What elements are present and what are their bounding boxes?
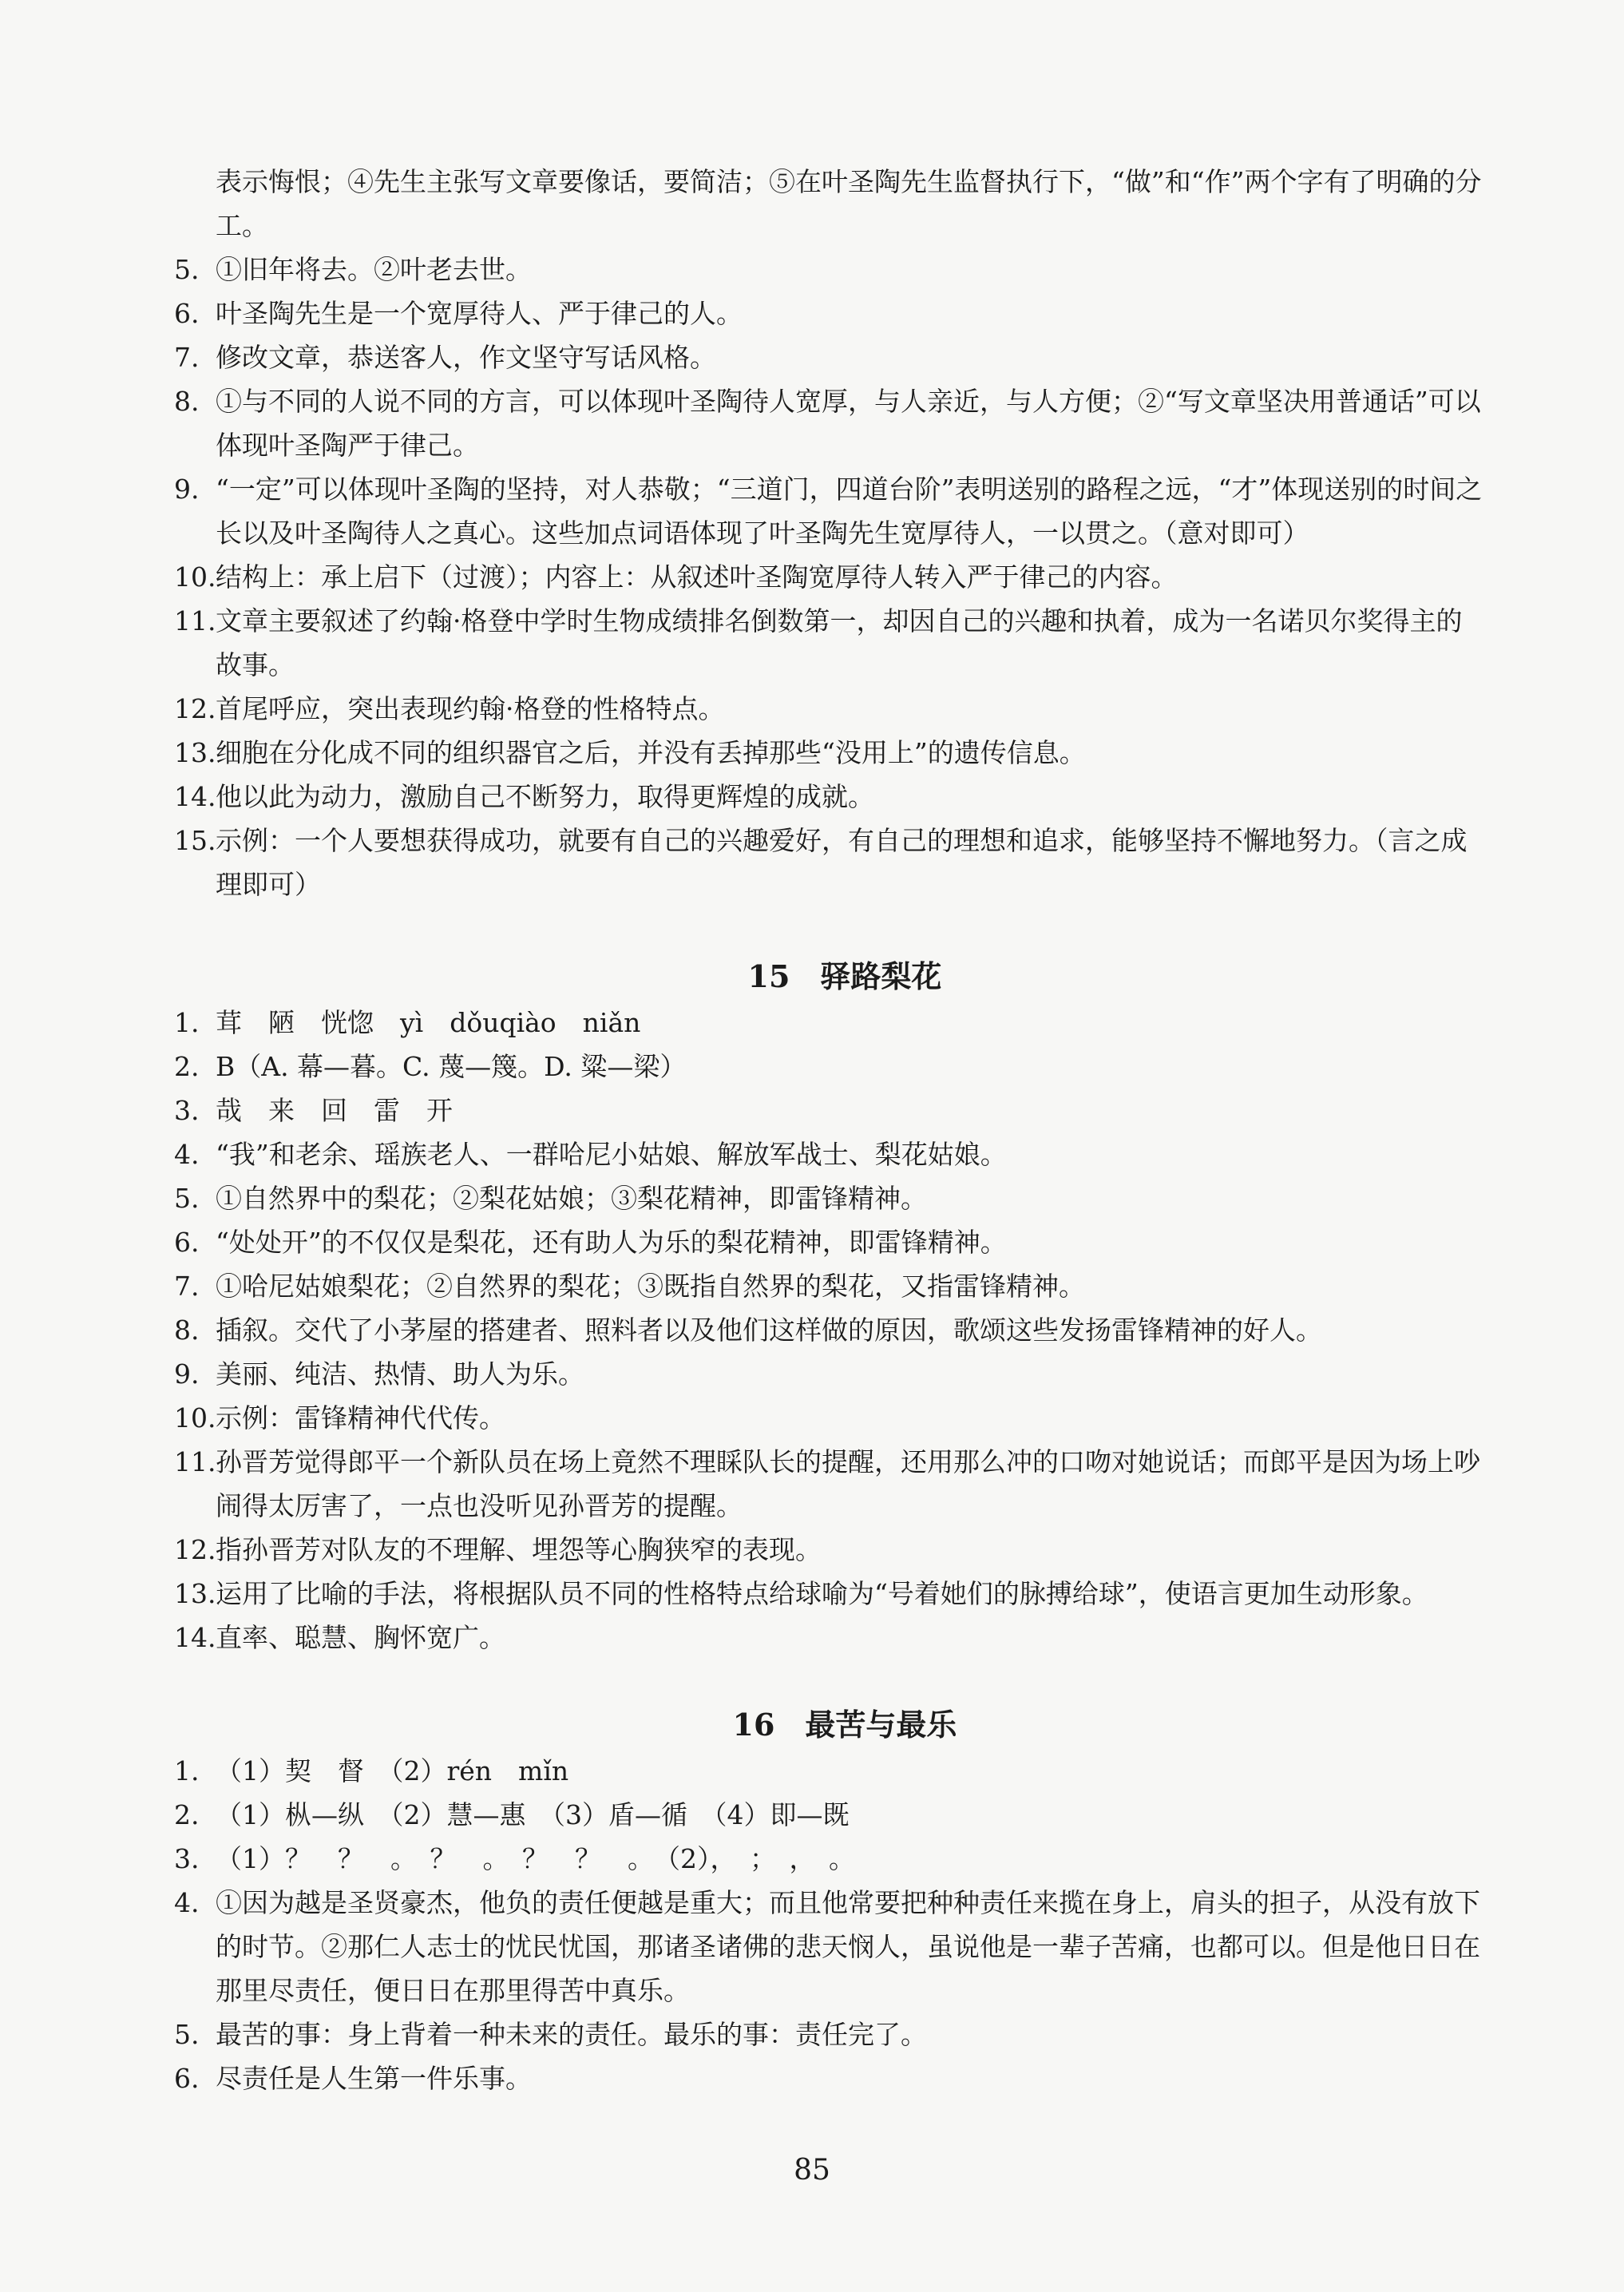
answer-item [174, 687, 1483, 731]
answer-number: 3. [174, 1095, 200, 1126]
answer-number: 10. [174, 561, 216, 593]
answer-text: 示例：雷锋精神代代传。 [216, 1402, 505, 1433]
answer-item [174, 1440, 1483, 1528]
answer-text: 首尾呼应，突出表现约翰·格登的性格特点。 [216, 693, 725, 724]
answer-item [174, 1837, 1483, 1881]
answer-text: “一定”可以体现叶圣陶的坚持，对人恭敬；“三道门，四道台阶”表明送别的路程之远，“才”体现送别的时间之长以及叶圣陶待人之真心。这些加点词语体现了叶圣陶先生宽厚待人，一以贯之。（意对即可） [216, 474, 1483, 549]
answer-content [174, 160, 1483, 2100]
answer-text: ①自然界中的梨花；②梨花姑娘；③梨花精神，即雷锋精神。 [216, 1183, 927, 1214]
answer-item [174, 1881, 1483, 2012]
answer-number: 5. [174, 254, 200, 285]
answer-text: （1）枞—纵 （2）慧—惠 （3）盾—循 （4）即—既 [216, 1799, 850, 1830]
answer-number: 14. [174, 781, 216, 812]
answer-text: B（A. 幕—暮。C. 蔑—篾。D. 粱—梁） [216, 1051, 687, 1082]
answer-text: “我”和老余、瑶族老人、一群哈尼小姑娘、解放军战士、梨花姑娘。 [216, 1139, 1007, 1170]
answer-text: 表示悔恨；④先生主张写文章要像话，要简洁；⑤在叶圣陶先生监督执行下，“做”和“作”两个字有了明确的分工。 [216, 166, 1482, 241]
answer-number: 12. [174, 1534, 216, 1565]
answer-number: 1. [174, 1007, 200, 1038]
answer-number: 13. [174, 1578, 216, 1609]
answer-item [174, 1793, 1483, 1837]
answer-number: 1. [174, 1755, 200, 1786]
answer-item [174, 1001, 1483, 1045]
answer-number: 15. [174, 825, 216, 856]
answer-text: 最苦的事：身上背着一种未来的责任。最乐的事：责任完了。 [216, 2019, 927, 2050]
answer-item [174, 1528, 1483, 1572]
answer-text: （1）契 督 （2）rén mǐn [216, 1755, 569, 1786]
answer-text: 美丽、纯洁、热情、助人为乐。 [216, 1358, 584, 1390]
answer-text: 结构上：承上启下（过渡）；内容上：从叙述叶圣陶宽厚待人转入严于律己的内容。 [216, 561, 1178, 593]
section-15-answers [174, 1001, 1483, 1660]
answer-number: 5. [174, 1183, 200, 1214]
answer-item [174, 1220, 1483, 1264]
answer-item [174, 819, 1483, 906]
answer-item [174, 1572, 1483, 1616]
answer-text: ①旧年将去。②叶老去世。 [216, 254, 532, 285]
answer-number: 10. [174, 1402, 216, 1433]
answer-item [174, 1264, 1483, 1308]
answer-item [174, 467, 1483, 555]
answer-number: 11. [174, 1446, 216, 1477]
answer-number: 7. [174, 1271, 200, 1302]
answer-number: 13. [174, 737, 216, 768]
answer-item [174, 335, 1483, 379]
answer-item [174, 2012, 1483, 2056]
answer-number: 7. [174, 342, 200, 373]
section-title: 15 驿路梨花 [747, 958, 942, 994]
answer-item [174, 1308, 1483, 1352]
page-number: 85 [794, 2154, 830, 2187]
answer-item [174, 1352, 1483, 1396]
answer-item [174, 1132, 1483, 1176]
answer-item [174, 379, 1483, 467]
answer-item [174, 555, 1483, 599]
answer-item [174, 1045, 1483, 1089]
answer-text: 他以此为动力，激励自己不断努力，取得更辉煌的成就。 [216, 781, 874, 812]
answer-number: 9. [174, 1358, 200, 1390]
answer-number: 4. [174, 1887, 200, 1918]
answer-text: 尽责任是人生第一件乐事。 [216, 2063, 532, 2094]
answer-text: 插叙。交代了小茅屋的搭建者、照料者以及他们这样做的原因，歌颂这些发扬雷锋精神的好人。 [216, 1315, 1322, 1346]
continued-answer [174, 160, 1483, 248]
answer-item [174, 1396, 1483, 1440]
answer-number: 4. [174, 1139, 200, 1170]
answer-number: 2. [174, 1051, 200, 1082]
answer-text: 茸 陋 恍惚 yì dǒuqiào niǎn [216, 1007, 641, 1038]
answer-text: 细胞在分化成不同的组织器官之后，并没有丢掉那些“没用上”的遗传信息。 [216, 737, 1086, 768]
answer-text: 哉 来 回 雷 开 [216, 1095, 453, 1126]
answer-number: 11. [174, 605, 216, 636]
answer-number: 9. [174, 474, 200, 505]
answer-number: 3. [174, 1843, 200, 1874]
spacer [174, 906, 1483, 953]
answer-item [174, 291, 1483, 335]
answer-item [174, 1176, 1483, 1220]
answer-number: 5. [174, 2019, 200, 2050]
answer-item [174, 248, 1483, 291]
answer-number: 6. [174, 2063, 200, 2094]
answer-item [174, 599, 1483, 687]
answer-item [174, 1749, 1483, 1793]
answer-text: ①因为越是圣贤豪杰，他负的责任便越是重大；而且他常要把种种责任来揽在身上，肩头的担子，从没有放下的时节。②那仁人志士的忧民忧国，那诸圣诸佛的悲天悯人，虽说他是一辈子苦痛，也都可以。但是他日日在那里尽责任，便日日在那里得苦中真乐。 [216, 1887, 1480, 2006]
answer-number: 2. [174, 1799, 200, 1830]
answer-text: ①与不同的人说不同的方言，可以体现叶圣陶待人宽厚，与人亲近，与人方便；②“写文章坚决用普通话”可以体现叶圣陶严于律己。 [216, 386, 1481, 461]
answer-number: 12. [174, 693, 216, 724]
answer-text: 叶圣陶先生是一个宽厚待人、严于律己的人。 [216, 298, 743, 329]
answer-text: 孙晋芳觉得郎平一个新队员在场上竟然不理睬队长的提醒，还用那么冲的口吻对她说话；而郎平是因为场上吵闹得太厉害了，一点也没听见孙晋芳的提醒。 [216, 1446, 1480, 1521]
answer-item [174, 2056, 1483, 2100]
answer-text: （1）？ ？ 。 ？ 。 ？ ？ 。 （2）， ； ， 。 [216, 1843, 855, 1874]
section-title: 16 最苦与最乐 [732, 1707, 957, 1743]
section-14-answers [174, 248, 1483, 906]
answer-text: 修改文章，恭送客人，作文坚守写话风格。 [216, 342, 716, 373]
answer-number: 6. [174, 1227, 200, 1258]
answer-number: 8. [174, 386, 200, 417]
answer-text: 运用了比喻的手法，将根据队员不同的性格特点给球喻为“号着她们的脉搏给球”，使语言更加生动形象。 [216, 1578, 1428, 1609]
answer-text: 文章主要叙述了约翰·格登中学时生物成绩排名倒数第一，却因自己的兴趣和执着，成为一名诺贝尔奖得主的故事。 [216, 605, 1463, 680]
section-16-answers [174, 1749, 1483, 2100]
answer-item [174, 1616, 1483, 1660]
answer-text: ①哈尼姑娘梨花；②自然界的梨花；③既指自然界的梨花，又指雷锋精神。 [216, 1271, 1085, 1302]
answer-item [174, 775, 1483, 819]
spacer [174, 1660, 1483, 1701]
answer-number: 8. [174, 1315, 200, 1346]
answer-text: 直率、聪慧、胸怀宽广。 [216, 1622, 505, 1653]
answer-item [174, 731, 1483, 775]
answer-text: “处处开”的不仅仅是梨花，还有助人为乐的梨花精神，即雷锋精神。 [216, 1227, 1007, 1258]
answer-item [174, 1089, 1483, 1132]
answer-text: 示例：一个人要想获得成功，就要有自己的兴趣爱好，有自己的理想和追求，能够坚持不懈地努力。（言之成理即可） [216, 825, 1468, 900]
answer-number: 14. [174, 1622, 216, 1653]
answer-number: 6. [174, 298, 200, 329]
answer-text: 指孙晋芳对队友的不理解、埋怨等心胸狭窄的表现。 [216, 1534, 822, 1565]
